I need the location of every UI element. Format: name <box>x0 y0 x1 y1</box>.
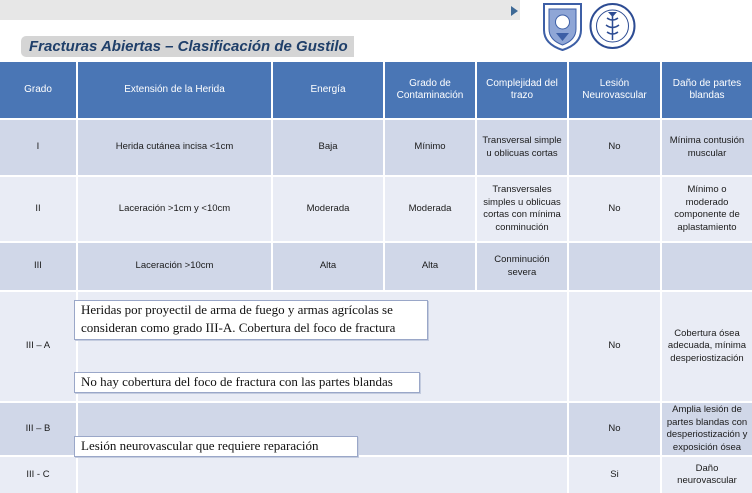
row-ii-neuro: No <box>569 177 660 241</box>
header-arrow-icon <box>511 6 518 16</box>
row-iii-neuro <box>569 243 660 290</box>
row-i-trazo: Transversal simple u oblicuas cortas <box>477 120 567 175</box>
row-ii-blandas: Mínimo o moderado componente de aplastamiento <box>662 177 752 241</box>
faculty-seal-logo <box>588 0 637 52</box>
row-iii-blandas <box>662 243 752 290</box>
header-grado: Grado <box>0 62 76 118</box>
row-ii-energia: Moderada <box>273 177 383 241</box>
gustilo-classification-table <box>0 62 748 486</box>
row-iiib-blandas: Amplia lesión de partes blandas con desperiostización y exposición ósea <box>662 403 752 455</box>
row-iiib-grado: III – B <box>0 403 76 455</box>
row-iiia-blandas: Cobertura ósea adecuada, mínima desperiostización <box>662 292 752 401</box>
row-i-herida: Herida cutánea incisa <1cm <box>78 120 271 175</box>
row-iiic-neuro: Si <box>569 457 660 493</box>
row-ii-herida: Laceración >1cm y <10cm <box>78 177 271 241</box>
header-energia: Energía <box>273 62 383 118</box>
row-ii-trazo: Transversales simples u oblicuas cortas con mínima conminución <box>477 177 567 241</box>
note-grado-iiib: No hay cobertura del foco de fractura con las partes blandas <box>74 372 420 393</box>
header-extension: Extensión de la Herida <box>78 62 271 118</box>
row-ii-grado: II <box>0 177 76 241</box>
row-i-blandas: Mínima contusión muscular <box>662 120 752 175</box>
row-iiib-neuro: No <box>569 403 660 455</box>
row-i-energia: Baja <box>273 120 383 175</box>
header-trazo: Complejidad del trazo <box>477 62 567 118</box>
row-i-grado: I <box>0 120 76 175</box>
header-partes-blandas: Daño de partes blandas <box>662 62 752 118</box>
row-i-neuro: No <box>569 120 660 175</box>
university-seal-logo <box>538 0 587 52</box>
row-iiia-grado: III – A <box>0 292 76 401</box>
row-iii-trazo: Conminución severa <box>477 243 567 290</box>
row-iiic-merged <box>78 457 567 493</box>
row-iii-herida: Laceración >10cm <box>78 243 271 290</box>
row-iiic-blandas: Daño neurovascular <box>662 457 752 493</box>
row-iii-grado: III <box>0 243 76 290</box>
row-iii-energia: Alta <box>273 243 383 290</box>
row-iiic-grado: III - C <box>0 457 76 493</box>
row-ii-contaminacion: Moderada <box>385 177 475 241</box>
row-i-contaminacion: Mínimo <box>385 120 475 175</box>
row-iiia-neuro: No <box>569 292 660 401</box>
row-iii-contaminacion: Alta <box>385 243 475 290</box>
header-neurovascular: Lesión Neurovascular <box>569 62 660 118</box>
note-grado-iiic: Lesión neurovascular que requiere reparación <box>74 436 358 457</box>
slide-title: Fracturas Abiertas – Clasificación de Gustilo <box>21 36 354 57</box>
header-contaminacion: Grado de Contaminación <box>385 62 475 118</box>
note-grado-iiia: Heridas por proyectil de arma de fuego y armas agrícolas se consideran como grado III-A. Cobertura del foco de fractura <box>74 300 428 340</box>
header-bar <box>0 0 520 20</box>
